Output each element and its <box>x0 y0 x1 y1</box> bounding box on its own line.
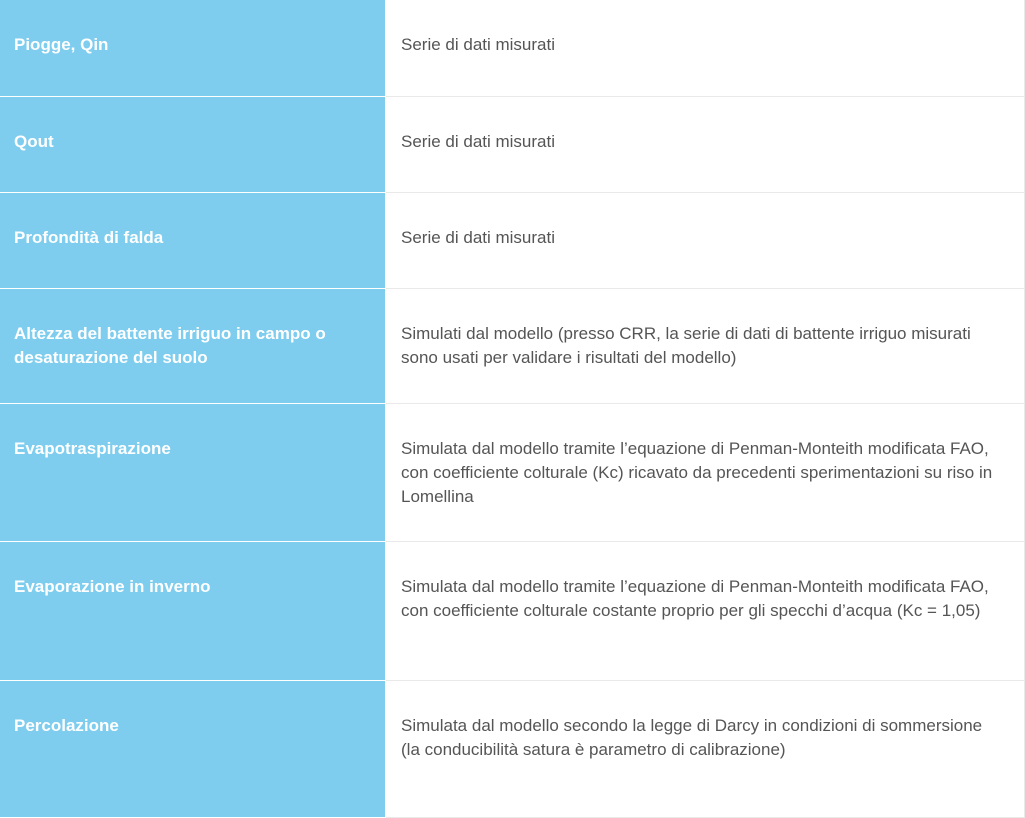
row-value-cell <box>386 96 1025 192</box>
row-value-cell <box>386 403 1025 541</box>
row-value: Simulata dal modello tramite l’equazione di Penman-Monteith modificata FAO, con coefficiente colturale (Kc) ricavato da precedenti sperimentazioni su riso in Lomellina <box>401 438 993 506</box>
row-value-cell <box>386 0 1025 96</box>
row-label-cell <box>0 403 386 541</box>
row-value-cell <box>386 680 1025 817</box>
table-row <box>0 96 1025 192</box>
row-value-cell <box>386 192 1025 288</box>
table-row <box>0 192 1025 288</box>
row-label: Evaporazione in inverno <box>14 576 211 596</box>
row-label-cell <box>0 288 386 403</box>
row-value: Serie di dati misurati <box>401 131 556 151</box>
row-label: Profondità di falda <box>14 227 164 247</box>
table-row <box>0 0 1025 96</box>
row-value: Simulati dal modello (presso CRR, la serie di dati di battente irriguo misurati sono usati per validare i risultati del modello) <box>401 323 971 367</box>
row-value-cell <box>386 288 1025 403</box>
row-value: Serie di dati misurati <box>401 227 556 247</box>
row-label: Percolazione <box>14 715 119 735</box>
row-label-cell <box>0 680 386 817</box>
table-row <box>0 403 1025 541</box>
row-label: Evapotraspirazione <box>14 438 171 458</box>
row-value: Serie di dati misurati <box>401 35 556 54</box>
row-label: Altezza del battente irriguo in campo o desaturazione del suolo <box>14 323 326 367</box>
row-value: Simulata dal modello tramite l’equazione di Penman-Monteith modificata FAO, con coefficiente colturale costante proprio per gli specchi d’acqua (Kc = 1,05) <box>401 576 989 620</box>
table-row <box>0 680 1025 817</box>
row-label-cell <box>0 192 386 288</box>
row-value-cell <box>386 541 1025 680</box>
table-row <box>0 288 1025 403</box>
table-row <box>0 541 1025 680</box>
row-label: Qout <box>14 131 54 151</box>
row-label-cell <box>0 96 386 192</box>
row-label-cell <box>0 541 386 680</box>
row-label-cell <box>0 0 386 96</box>
row-label: Piogge, Qin <box>14 35 109 54</box>
row-value: Simulata dal modello secondo la legge di Darcy in condizioni di sommersione (la conducibilità satura è parametro di calibrazione) <box>401 715 983 759</box>
